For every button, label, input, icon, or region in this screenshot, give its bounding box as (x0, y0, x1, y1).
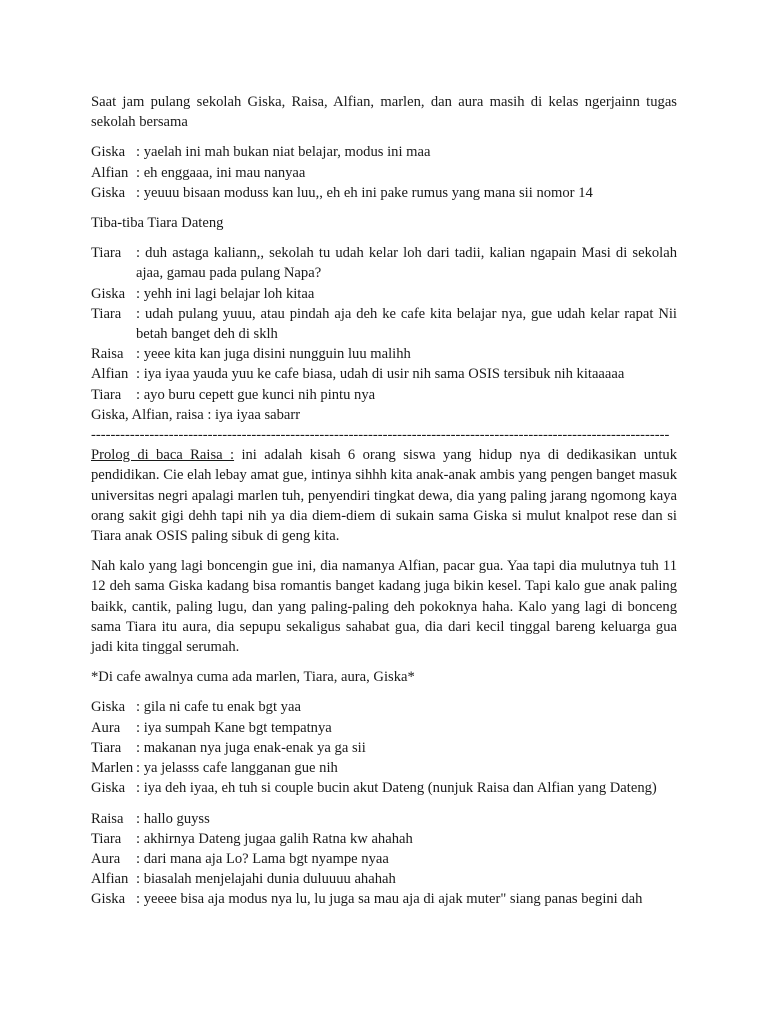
utterance: : dari mana aja Lo? Lama bgt nyampe nyaa (136, 850, 389, 867)
dialogue-line (91, 809, 677, 829)
document-page (91, 92, 677, 910)
utterance: : hallo guyss (136, 810, 210, 827)
dialogue-line (91, 284, 677, 304)
dialogue-line (91, 889, 677, 909)
prolog-label: Prolog di baca Raisa : (91, 447, 235, 464)
speaker: Alfian (91, 871, 129, 888)
speaker: Alfian (91, 366, 129, 383)
utterance: : ya jelasss cafe langganan gue nih (136, 760, 338, 777)
utterance: : yaelah ini mah bukan niat belajar, modus ini maa (136, 144, 431, 161)
prolog-text: ini adalah kisah 6 orang siswa yang hidup nya di dedikasikan untuk pendidikan. Cie elah lebay amat gue, intinya sihhh kita anak-anak ambis yang pengen banget masuk universitas negri apalagi marlen tuh, penyendiri tingkat dewa, dia yang paling jarang ngomong kaya orang sakit gigi dehh tapi nih ya dia diem-diem di sukain sama Giska si mulut knalpot rese dan si Tiara anak OSIS paling sibuk di geng kita. (91, 447, 677, 545)
utterance: : yeee kita kan juga disini nungguin luu malihh (136, 346, 411, 363)
dialogue-line (91, 364, 677, 384)
speaker: Giska (91, 699, 126, 716)
utterance: : iya iyaa yauda yuu ke cafe biasa, udah di usir nih sama OSIS tersibuk nih kitaaaaa (136, 366, 625, 383)
speaker: Giska (91, 780, 126, 797)
dialogue-block-3 (91, 697, 677, 798)
speaker: Aura (91, 719, 121, 736)
utterance: : eh enggaaa, ini mau nanyaa (136, 164, 306, 181)
utterance: : yeuuu bisaan moduss kan luu,, eh eh ini pake rumus yang mana sii nomor 14 (136, 184, 593, 201)
speaker: Giska (91, 285, 126, 302)
dialogue-line (91, 697, 677, 717)
speaker: Alfian (91, 164, 129, 181)
speaker: Giska (91, 891, 126, 908)
speaker: Raisa (91, 810, 124, 827)
dialogue-line (91, 344, 677, 364)
narration-tiba: Tiba-tiba Tiara Dateng (91, 215, 224, 232)
speaker: Marlen (91, 760, 134, 777)
dialogue-line (91, 304, 677, 344)
speaker: Tiara (91, 830, 122, 847)
group-line: Giska, Alfian, raisa : iya iyaa sabarr (91, 406, 301, 423)
dialogue-line (91, 869, 677, 889)
dialogue-line (91, 758, 677, 778)
dialogue-block-4 (91, 809, 677, 910)
speaker: Raisa (91, 346, 124, 363)
dialogue-line (91, 243, 677, 283)
utterance: : iya sumpah Kane bgt tempatnya (136, 719, 332, 736)
speaker: Tiara (91, 739, 122, 756)
dialogue-line (91, 849, 677, 869)
intro-paragraph: Saat jam pulang sekolah Giska, Raisa, Alfian, marlen, dan aura masih di kelas ngerjainn tugas sekolah bersama (91, 94, 677, 131)
dialogue-line (91, 738, 677, 758)
dialogue-block-2 (91, 243, 677, 425)
dialogue-line (91, 829, 677, 849)
utterance: : ayo buru cepett gue kunci nih pintu nya (136, 386, 376, 403)
speaker: Giska (91, 144, 126, 161)
utterance: : udah pulang yuuu, atau pindah aja deh ke cafe kita belajar nya, gue udah kelar rapat Nii betah banget deh di sklh (136, 305, 677, 343)
speaker: Tiara (91, 305, 122, 322)
speaker: Tiara (91, 386, 122, 403)
speaker: Aura (91, 850, 121, 867)
utterance: : yeeee bisa aja modus nya lu, lu juga sa mau aja di ajak muter" siang panas begini dah (136, 891, 643, 908)
utterance: : akhirnya Dateng jugaa galih Ratna kw ahahah (136, 830, 413, 847)
utterance: : yehh ini lagi belajar loh kitaa (136, 285, 315, 302)
prolog-paragraph (91, 445, 677, 546)
dialogue-line (91, 385, 677, 405)
dialogue-line (91, 718, 677, 738)
speaker: Tiara (91, 245, 122, 262)
dialogue-line (91, 183, 677, 203)
dialogue-line (91, 163, 677, 183)
speaker: Giska (91, 184, 126, 201)
utterance: : makanan nya juga enak-enak ya ga sii (136, 739, 366, 756)
utterance: : iya deh iyaa, eh tuh si couple bucin akut Dateng (nunjuk Raisa dan Alfian yang Dateng) (136, 780, 657, 797)
utterance: : gila ni cafe tu enak bgt yaa (136, 699, 301, 716)
nah-paragraph: Nah kalo yang lagi boncengin gue ini, dia namanya Alfian, pacar gua. Yaa tapi dia mulutnya tuh 11 12 deh sama Giska kadang bisa romantis banget kadang juga bikin kesel. Tapi kalo gue anak paling baikk, cantik, paling lugu, dan yang paling-paling deh pokoknya haha. Kalo yang lagi di bonceng sama Tiara itu aura, dia sepupu sekaligus sahabat gua, dia dari kecil tinggal bareng keluarga gua jadi kita tinggal serumah. (91, 558, 677, 656)
dialogue-line (91, 778, 677, 798)
dialogue-block-1 (91, 142, 677, 203)
utterance: : duh astaga kaliann,, sekolah tu udah kelar loh dari tadii, kalian ngapain Masi di sekolah ajaa, gamau pada pulang Napa? (136, 245, 677, 282)
dialogue-line (91, 142, 677, 162)
section-divider: ----------------------------------------------------------------------------------------------------------------------- (91, 427, 670, 444)
utterance: : biasalah menjelajahi dunia duluuuu ahahah (136, 871, 396, 888)
cafe-narration: *Di cafe awalnya cuma ada marlen, Tiara, aura, Giska* (91, 669, 415, 686)
